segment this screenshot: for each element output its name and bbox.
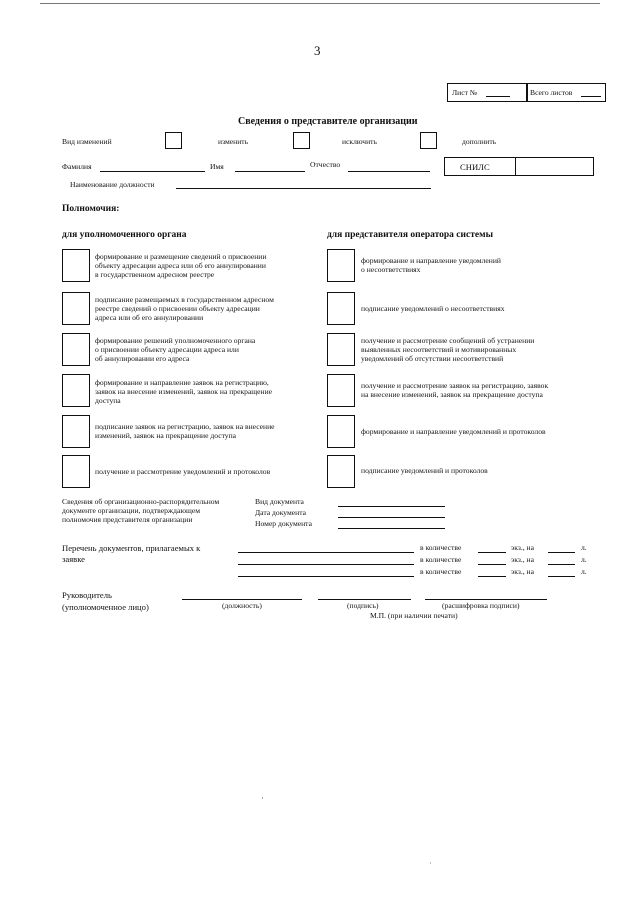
doc-type-label: Вид документа xyxy=(255,497,304,506)
scan-speck xyxy=(262,797,263,799)
sheets-label: л. xyxy=(581,543,587,552)
patronymic-field[interactable] xyxy=(348,171,430,172)
doc-date-field[interactable] xyxy=(338,517,445,518)
operator-checkbox[interactable] xyxy=(327,415,355,448)
quantity-label: в количестве xyxy=(420,555,462,564)
attachment-name-field[interactable] xyxy=(238,552,414,553)
authority-item-text: формирование и направление заявок на регистрацию, заявок на внесение изменений, заявок на прекращение доступа xyxy=(95,378,273,406)
authority-checkbox[interactable] xyxy=(62,333,90,366)
authority-checkbox[interactable] xyxy=(62,415,90,448)
doc-number-field[interactable] xyxy=(338,528,445,529)
doc-date-label: Дата документа xyxy=(255,508,306,517)
quantity-label: в количестве xyxy=(420,543,462,552)
authority-checkbox[interactable] xyxy=(62,455,90,488)
exclude-label: исключить xyxy=(342,137,377,146)
head-label: Руководитель xyxy=(62,590,112,600)
operator-item-text: подписание уведомлений и протоколов xyxy=(361,466,488,475)
operator-checkbox[interactable] xyxy=(327,249,355,282)
scan-speck xyxy=(430,862,431,864)
form-title: Сведения о представителе организации xyxy=(238,116,418,127)
authority-item-text: подписание заявок на регистрацию, заявок на внесение изменений, заявок на прекращение доступа xyxy=(95,422,275,441)
attachments-label: Перечень документов, прилагаемых к заявке xyxy=(62,543,201,564)
sheet-number-field[interactable] xyxy=(486,96,510,97)
copies-label: экз., на xyxy=(511,567,534,576)
quantity-label: в количестве xyxy=(420,567,462,576)
signature-field[interactable] xyxy=(318,599,411,600)
patronymic-label: Отчество xyxy=(310,160,341,169)
powers-heading: Полномочия: xyxy=(62,204,120,214)
position-caption: (должность) xyxy=(222,601,262,610)
first-name-field[interactable] xyxy=(235,171,305,172)
doc-number-label: Номер документа xyxy=(255,519,312,528)
operator-checkbox[interactable] xyxy=(327,455,355,488)
attachment-name-field[interactable] xyxy=(238,576,414,577)
sheets-field[interactable] xyxy=(548,552,575,553)
last-name-label: Фамилия xyxy=(62,162,92,171)
snils-label: СНИЛС xyxy=(460,162,490,172)
operator-item-text: подписание уведомлений о несоответствиях xyxy=(361,304,505,313)
doc-type-field[interactable] xyxy=(338,506,445,507)
sheet-number-label: Лист № xyxy=(452,88,478,97)
snils-field[interactable] xyxy=(515,157,594,176)
operator-checkbox[interactable] xyxy=(327,374,355,407)
authority-checkbox[interactable] xyxy=(62,249,90,282)
decoding-caption: (расшифровка подписи) xyxy=(442,601,520,610)
signature-caption: (подпись) xyxy=(347,601,379,610)
last-name-field[interactable] xyxy=(100,171,205,172)
signature-decoding-field[interactable] xyxy=(425,599,547,600)
copies-field[interactable] xyxy=(478,552,506,553)
sheets-label: л. xyxy=(581,567,587,576)
operator-checkbox[interactable] xyxy=(327,292,355,325)
authority-heading: для уполномоченного органа xyxy=(62,230,187,240)
authority-item-text: получение и рассмотрение уведомлений и протоколов xyxy=(95,467,271,476)
first-name-label: Имя xyxy=(210,162,224,171)
authority-checkbox[interactable] xyxy=(62,292,90,325)
position-field[interactable] xyxy=(176,188,431,189)
position-label: Наименование должности xyxy=(70,180,155,189)
copies-label: экз., на xyxy=(511,543,534,552)
change-label: изменить xyxy=(218,137,249,146)
operator-item-text: формирование и направление уведомлений и протоколов xyxy=(361,427,546,436)
operator-heading: для представителя оператора системы xyxy=(327,230,493,240)
authority-checkbox[interactable] xyxy=(62,374,90,407)
add-checkbox[interactable] xyxy=(420,132,437,149)
total-sheets-field[interactable] xyxy=(581,96,601,97)
copies-field[interactable] xyxy=(478,576,506,577)
authorized-person-label: (уполномоченное лицо) xyxy=(62,602,149,612)
change-checkbox[interactable] xyxy=(165,132,182,149)
attachment-name-field[interactable] xyxy=(238,564,414,565)
copies-field[interactable] xyxy=(478,564,506,565)
sheets-label: л. xyxy=(581,555,587,564)
page-top-edge xyxy=(40,3,600,4)
seal-caption: М.П. (при наличии печати) xyxy=(370,611,458,620)
doc-info-description: Сведения об организационно-распорядительном документе организации, подтверждающем полномочия представителя организации xyxy=(62,497,220,525)
operator-item-text: получение и рассмотрение заявок на регистрацию, заявок на внесение изменений, заявок на прекращение доступа xyxy=(361,381,549,400)
operator-checkbox[interactable] xyxy=(327,333,355,366)
authority-item-text: подписание размещаемых в государственном адресном реестре сведений о присвоении объекту адресации адреса или об его аннулировании xyxy=(95,295,274,323)
authority-item-text: формирование решений уполномоченного органа о присвоении объекту адресации адреса или об аннулировании его адреса xyxy=(95,336,256,364)
copies-label: экз., на xyxy=(511,555,534,564)
authority-item-text: формирование и размещение сведений о присвоении объекту адресации адреса или об его аннулировании в государственном адресном реестре xyxy=(95,252,267,280)
total-sheets-label: Всего листов xyxy=(530,88,573,97)
exclude-checkbox[interactable] xyxy=(293,132,310,149)
operator-item-text: получение и рассмотрение сообщений об устранении выявленных несоответствий и мотивированных уведомлений об отсутствии несоответствий xyxy=(361,336,535,364)
operator-item-text: формирование и направление уведомлений о несоответствиях xyxy=(361,256,501,275)
page-number: 3 xyxy=(314,43,321,58)
change-type-label: Вид изменений xyxy=(62,137,112,146)
add-label: дополнить xyxy=(462,137,497,146)
sheets-field[interactable] xyxy=(548,564,575,565)
sheets-field[interactable] xyxy=(548,576,575,577)
position-signature-field[interactable] xyxy=(182,599,302,600)
